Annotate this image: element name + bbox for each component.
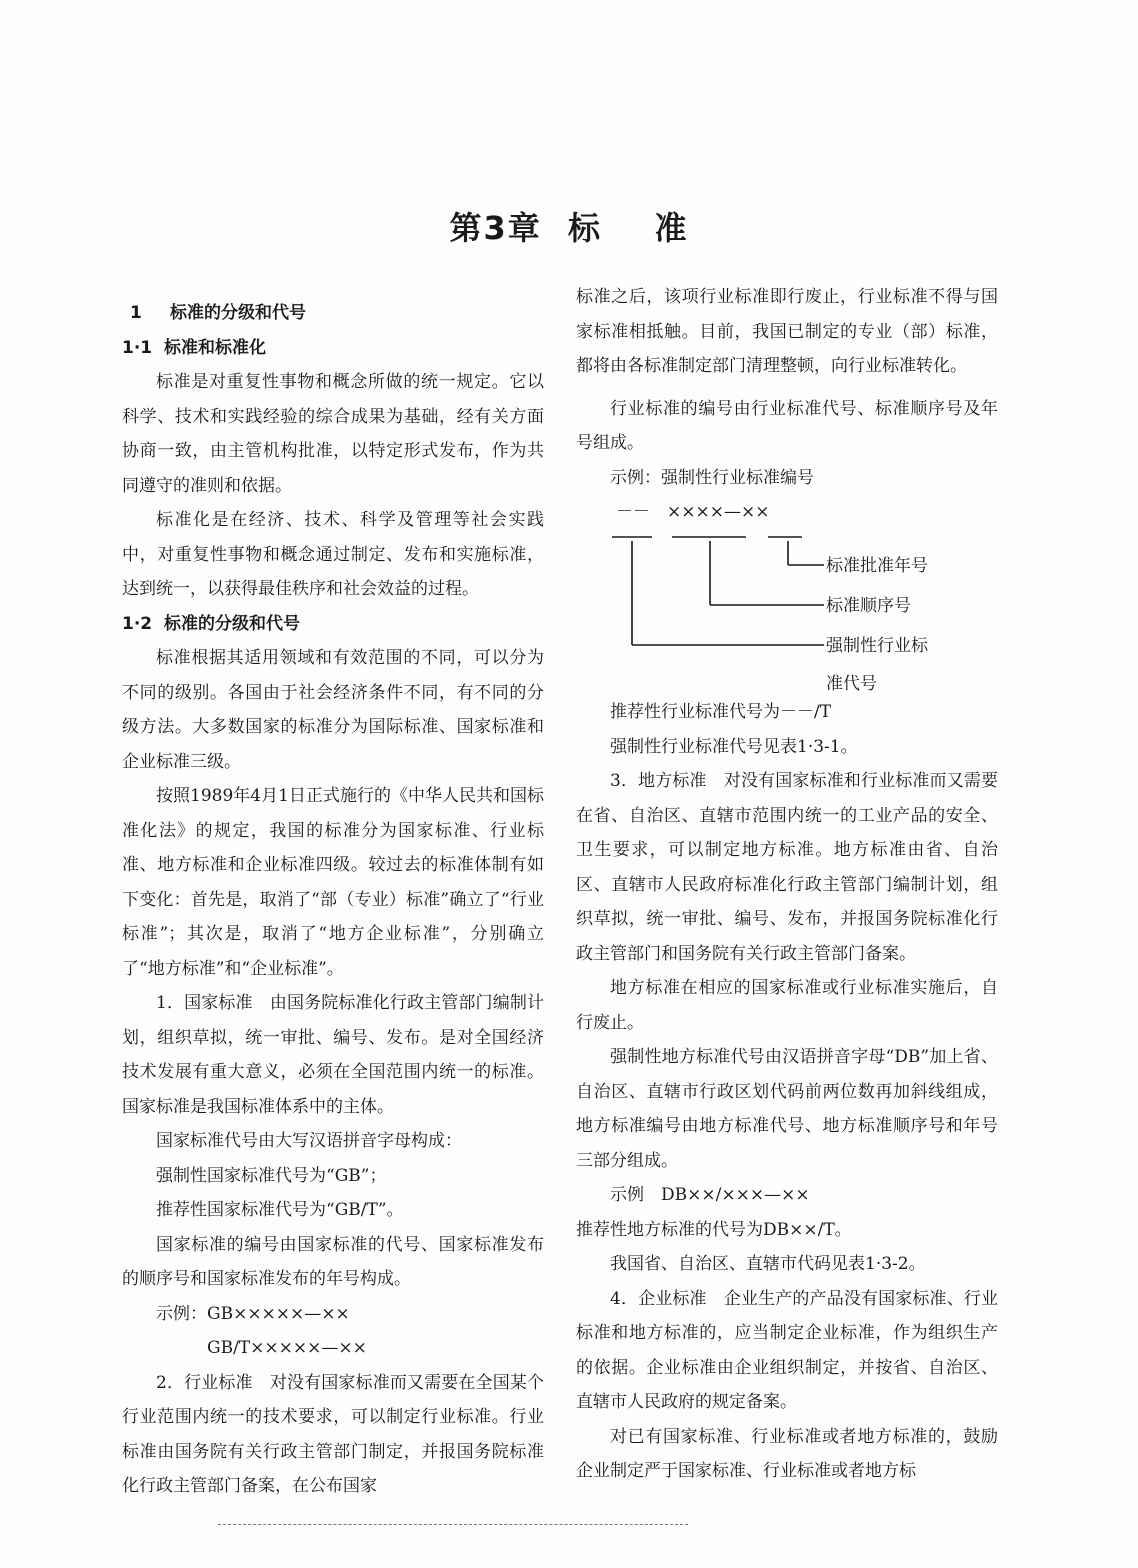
label-sequence: 标准顺序号 (826, 596, 911, 616)
subsection-number: 1·1 (122, 337, 153, 358)
paragraph: 强制性地方标准代号由汉语拼音字母“DB”加上省、自治区、直辖市行政区划代码前两位数再加斜线组成，地方标准编号由地方标准代号、地方标准顺序号和年号三部分组成。 (576, 1047, 998, 1171)
paragraph: 国家标准的编号由国家标准的代号、国家标准发布的顺序号和国家标准发布的年号构成。 (122, 1234, 544, 1289)
section-number: 1 (130, 303, 142, 323)
paragraph: 标准化是在经济、技术、科学及管理等社会实践中，对重复性事物和概念通过制定、发布和实施标准，达到统一，以获得最佳秩序和社会效益的过程。 (122, 510, 544, 599)
subsection-title: 标准和标准化 (164, 337, 266, 358)
code-structure-diagram (576, 495, 998, 695)
paragraph: 4．企业标准 企业生产的产品没有国家标准、行业标准和地方标准的，应当制定企业标准，作为组织生产的依据。企业标准由企业组织制定，并按省、自治区、直辖市人民政府的规定备案。 (576, 1288, 998, 1412)
right-column (576, 280, 998, 1489)
subsection-number: 1·2 (122, 613, 153, 634)
example-line: 示例 DB××/×××—×× (610, 1185, 810, 1205)
example-line: 示例：GB×××××—×× (156, 1303, 350, 1324)
code-pattern: －－ ××××—×× (616, 502, 770, 522)
label-code-line-2: 准代号 (826, 674, 877, 694)
text-line: 强制性行业标准代号见表1·3-1。 (610, 736, 858, 757)
paragraph: 1．国家标准 由国务院标准化行政主管部门编制计划，组织草拟，统一审批、编号、发布。是对全国经济技术发展有重大意义，必须在全国范围内统一的标准。国家标准是我国标准体系中的主体。 (122, 993, 544, 1117)
paragraph: 行业标准的编号由行业标准代号、标准顺序号及年号组成。 (576, 398, 998, 453)
label-code-line-1: 强制性行业标 (826, 636, 928, 656)
paragraph: 3．地方标准 对没有国家标准和行业标准而又需要在省、自治区、直辖市范围内统一的工业产品的安全、卫生要求，可以制定地方标准。地方标准由省、自治区、直辖市人民政府标准化行政主管部门编制计划，组织草拟，统一审批、编号、发布，并报国务院标准化行政主管部门和国务院有关行政主管部门备案。 (576, 771, 998, 964)
text-line: 我国省、自治区、直辖市代码见表1·3-2。 (610, 1254, 926, 1274)
example-label: 示例：强制性行业标准编号 (610, 467, 814, 488)
bottom-divider (218, 1524, 688, 1525)
text-line: 强制性国家标准代号为“GB”； (156, 1165, 387, 1186)
label-year: 标准批准年号 (826, 556, 928, 576)
text-line: 国家标准代号由大写汉语拼音字母构成： (156, 1131, 462, 1151)
diagram-lines (576, 495, 998, 695)
subsection-heading-1-2 (122, 607, 544, 642)
subsection-title: 标准的分级和代号 (164, 613, 300, 634)
example-line: GB/T×××××—×× (156, 1338, 367, 1358)
section-heading (122, 296, 544, 331)
paragraph: 对已有国家标准、行业标准或者地方标准的，鼓励企业制定严于国家标准、行业标准或者地方标 (576, 1426, 998, 1481)
paragraph: 标准是对重复性事物和概念所做的统一规定。它以科学、技术和实践经验的综合成果为基础，经有关方面协商一致，由主管机构批准，以特定形式发布，作为共同遵守的准则和依据。 (122, 372, 544, 496)
text-line: 推荐性国家标准代号为“GB/T”。 (156, 1200, 404, 1220)
subsection-heading-1-1 (122, 331, 544, 366)
text-line: 推荐性行业标准代号为－－/T (610, 702, 832, 722)
paragraph: 标准根据其适用领域和有效范围的不同，可以分为不同的级别。各国由于社会经济条件不同，有不同的分级方法。大多数国家的标准分为国际标准、国家标准和企业标准三级。 (122, 648, 544, 772)
paragraph: 地方标准在相应的国家标准或行业标准实施后，自行废止。 (576, 978, 998, 1033)
paragraph: 标准之后，该项行业标准即行废止，行业标准不得与国家标准相抵触。目前，我国已制定的专业（部）标准，都将由各标准制定部门清理整顿，向行业标准转化。 (576, 287, 998, 376)
paragraph: 按照1989年4月1日正式施行的《中华人民共和国标准化法》的规定，我国的标准分为国家标准、行业标准、地方标准和企业标准四级。较过去的标准体制有如下变化：首先是，取消了“部（专业）标准”确立了“行业标准”；其次是，取消了“地方企业标准”，分别确立了“地方标准”和“企业标准”。 (122, 786, 544, 979)
chapter-title: 第3章 标 准 (449, 209, 689, 247)
paragraph: 2．行业标准 对没有国家标准而又需要在全国某个行业范围内统一的技术要求，可以制定行业标准。行业标准由国务院有关行政主管部门制定，并报国务院标准化行政主管部门备案，在公布国家 (122, 1372, 544, 1496)
section-title: 标准的分级和代号 (170, 303, 306, 323)
left-column (122, 294, 544, 1504)
text-line: 推荐性地方标准的代号为DB××/T。 (576, 1219, 852, 1240)
